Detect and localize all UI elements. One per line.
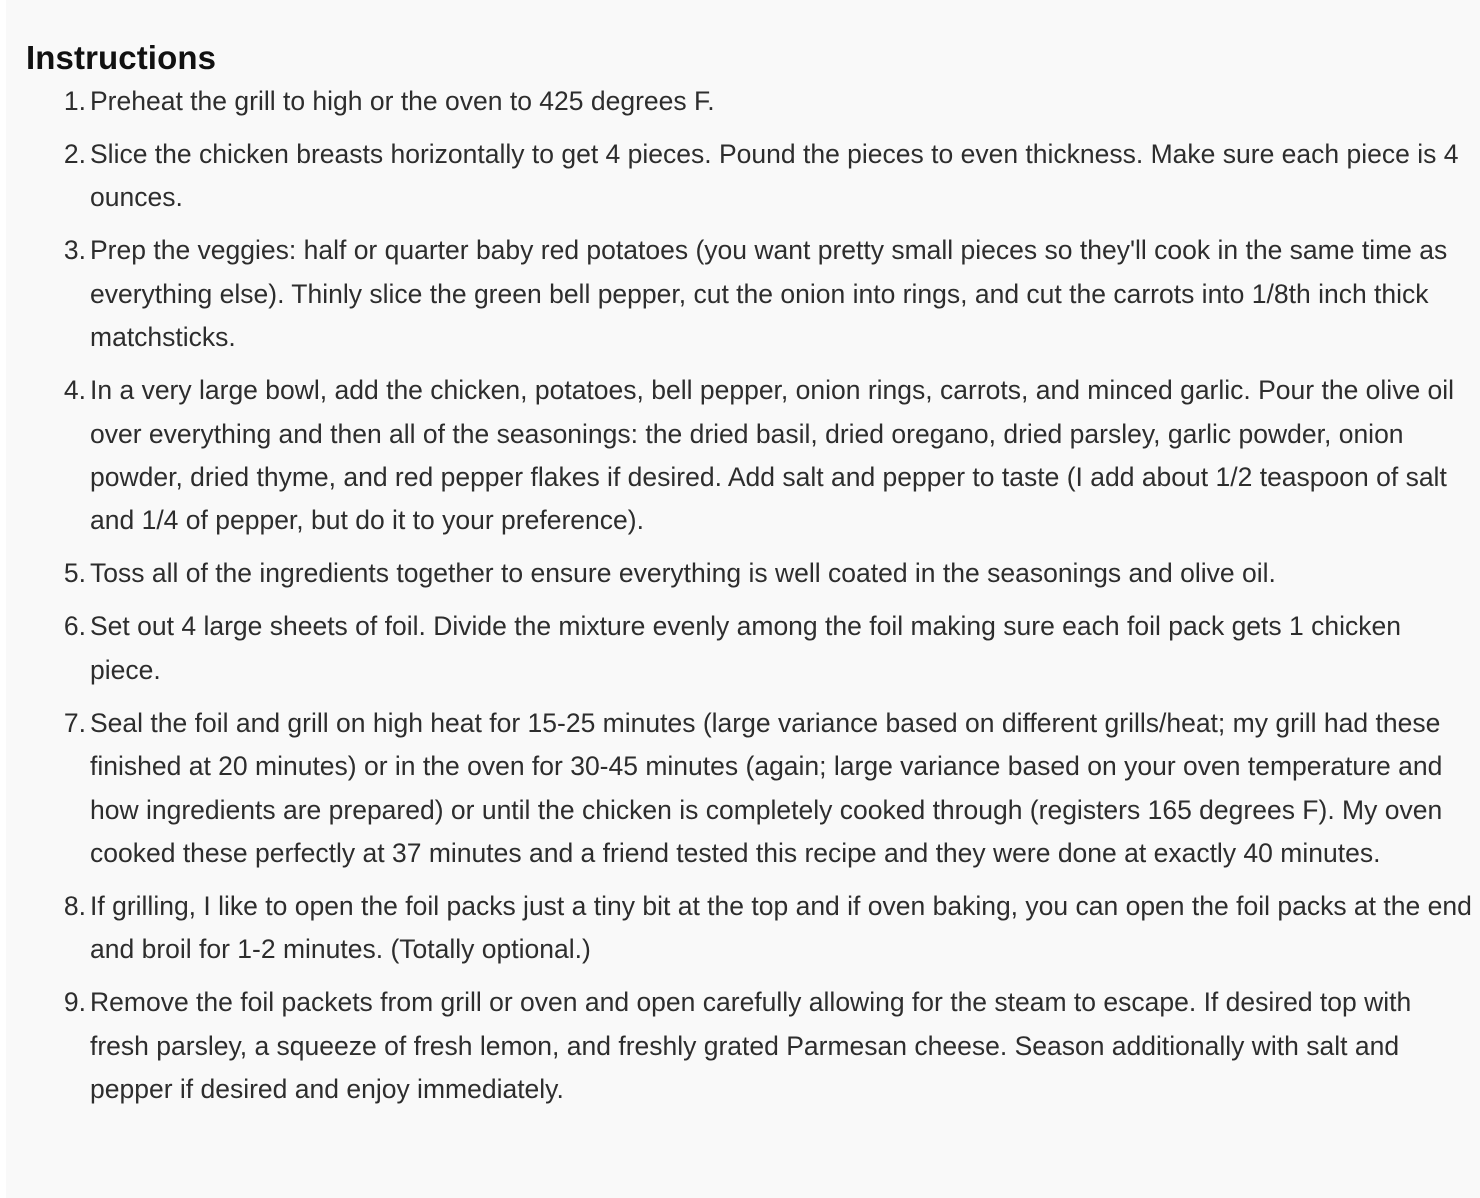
step-number: 2.: [63, 139, 86, 169]
step-number: 8.: [63, 891, 86, 922]
step-text: In a very large bowl, add the chicken, potatoes, bell pepper, onion rings, carrots, and minced garlic. Pour the olive oil over everything and then all of the seasonings: the dried basil, dried oregano, dried parsley, garlic powder, onion powder, dried thyme, and red pepper flakes if desired. Add salt and pepper to taste (I add about 1/2 teaspoon of salt and 1/4 of pepper, but do it to your preference).: [90, 375, 1455, 536]
step-text: Preheat the grill to high or the oven to 425 degrees F.: [90, 86, 715, 116]
step-number: 1.: [63, 86, 86, 116]
step-text: Toss all of the ingredients together to ensure everything is well coated in the seasonings and olive oil.: [90, 558, 1276, 589]
step-text: Remove the foil packets from grill or oven and open carefully allowing for the steam to escape. If desired top with fresh parsley, a squeeze of fresh lemon, and freshly grated Parmesan cheese. Season additionally with salt and pepper if desired and enjoy immediately.: [90, 987, 1412, 1105]
step-item: [63, 369, 1476, 543]
step-text: Set out 4 large sheets of foil. Divide the mixture evenly among the foil making sure each foil pack gets 1 chicken piece.: [90, 611, 1401, 685]
step-number: 5.: [63, 558, 86, 589]
instructions-list: [63, 80, 1476, 1121]
step-item: [63, 133, 1476, 220]
step-item: [63, 885, 1476, 972]
instructions-panel: [6, 0, 1480, 1198]
instructions-heading: Instructions: [26, 39, 217, 76]
step-item: [63, 981, 1476, 1111]
step-item: [63, 80, 1476, 123]
step-text: Seal the foil and grill on high heat for 15-25 minutes (large variance based on different grills/heat; my grill had these finished at 20 minutes) or in the oven for 30-45 minutes (again; large variance based on your oven temperature and how ingredients are prepared) or until the chicken is completely cooked through (registers 165 degrees F). My oven cooked these perfectly at 37 minutes and a friend tested this recipe and they were done at exactly 40 minutes.: [90, 707, 1443, 869]
step-item: [63, 702, 1476, 876]
step-item: [63, 552, 1476, 595]
step-number: 4.: [63, 375, 86, 406]
step-text: If grilling, I like to open the foil packs just a tiny bit at the top and if oven baking, you can open the foil packs at the end and broil for 1-2 minutes. (Totally optional.): [90, 891, 1472, 965]
step-text: Prep the veggies: half or quarter baby red potatoes (you want pretty small pieces so they'll cook in the same time as everything else). Thinly slice the green bell pepper, cut the onion into rings, and cut the carrots into 1/8th inch thick matchsticks.: [90, 235, 1448, 353]
step-text: Slice the chicken breasts horizontally to get 4 pieces. Pound the pieces to even thickness. Make sure each piece is 4 ounces.: [90, 139, 1459, 213]
step-item: [63, 605, 1476, 692]
step-number: 3.: [63, 235, 86, 266]
step-number: 6.: [63, 611, 86, 642]
step-number: 7.: [63, 707, 86, 738]
step-number: 9.: [63, 987, 86, 1018]
step-item: [63, 229, 1476, 359]
